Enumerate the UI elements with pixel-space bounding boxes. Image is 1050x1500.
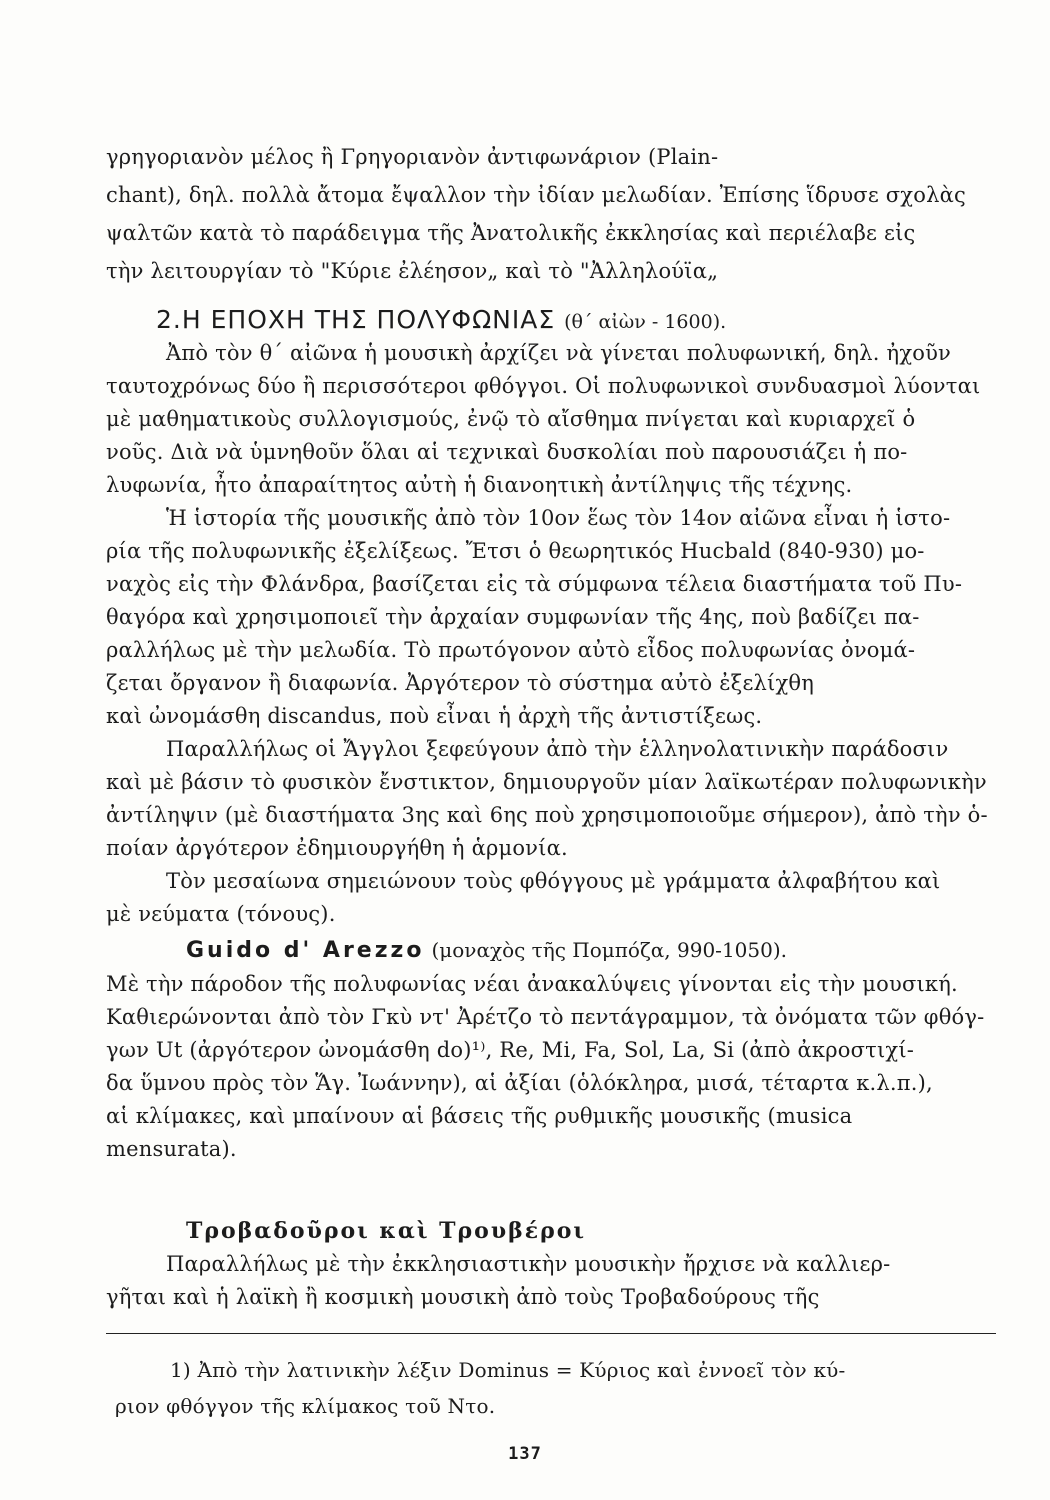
text-line: λυφωνία, ἦτο ἀπαραίτητος αὐτὴ ἡ διανοητικὴ ἀντίληψις τῆς τέχνης. [106, 473, 853, 497]
footnote [115, 1352, 1000, 1424]
text-line: ταυτοχρόνως δύο ἢ περισσότεροι φθόγγοι. Οἱ πολυφωνικοὶ συνδυασμοὶ λύονται [106, 374, 981, 398]
text-line: μὲ μαθηματικοὺς συλλογισμούς, ἐνῷ τὸ αἴσθημα πνίγεται καὶ κυριαρχεῖ ὁ [106, 407, 916, 431]
page-number: 137 [508, 1444, 542, 1464]
page-body [106, 138, 986, 1314]
text-line: γρηγοριανὸν μέλος ἢ Γρηγοριανὸν ἀντιφωνάριον (Plain- [106, 145, 719, 169]
text-line: ναχὸς εἰς τὴν Φλάνδρα, βασίζεται εἰς τὰ σύμφωνα τέλεια διαστήματα τοῦ Πυ- [106, 572, 963, 596]
text-line: ψαλτῶν κατὰ τὸ παράδειγμα τῆς Ἀνατολικῆς ἐκκλησίας καὶ περιέλαβε εἰς [106, 221, 916, 245]
text-line: γων Ut (ἀργότερον ὠνομάσθη do)¹⁾, Re, Mi, Fa, Sol, La, Si (ἀπὸ ἀκροστιχί- [106, 1038, 915, 1062]
paragraph-polyphony-intro [106, 337, 986, 502]
text-line: νοῦς. Διὰ νὰ ὑμνηθοῦν ὅλαι αἱ τεχνικαὶ δυσκολίαι ποὺ παρουσιάζει ἡ πο- [106, 440, 908, 464]
section-heading-title: 2.Η ΕΠΟΧΗ ΤΗΣ ΠΟΛΥΦΩΝΙΑΣ [156, 305, 556, 334]
section-heading [156, 302, 986, 337]
paragraph-notation [106, 865, 986, 931]
paragraph-history [106, 502, 986, 733]
paragraph-troubadours [106, 1248, 986, 1314]
troubadours-heading: Τροβαδοῦροι καὶ Τρουβέροι [186, 1218, 587, 1244]
text-line: mensurata). [106, 1137, 237, 1161]
text-line: αἱ κλίμακες, καὶ μπαίνουν αἱ βάσεις τῆς ρυθμικῆς μουσικῆς (musica [106, 1104, 853, 1128]
text-line: ρία τῆς πολυφωνικῆς ἐξελίξεως. Ἔτσι ὁ θεωρητικός Hucbald (840-930) μο- [106, 539, 925, 563]
text-line: δα ὕμνου πρὸς τὸν Ἅγ. Ἰωάννην), αἱ ἀξίαι (ὁλόκληρα, μισά, τέταρτα κ.λ.π.), [106, 1071, 933, 1095]
text-line: ποίαν ἀργότερον ἐδημιουργήθη ἡ ἁρμονία. [106, 836, 568, 860]
guido-heading [186, 933, 986, 968]
text-line: καὶ ὠνομάσθη discandus, ποὺ εἶναι ἡ ἀρχὴ τῆς ἀντιστίξεως. [106, 704, 763, 728]
guido-name: Guido d' Arezzo [186, 938, 425, 963]
text-line: ἀντίληψιν (μὲ διαστήματα 3ης καὶ 6ης ποὺ χρησιμοποιοῦμε σήμερον), ἀπὸ τὴν ὁ- [106, 803, 988, 827]
section-heading-period: (θ´ αἰὼν - 1600). [564, 311, 727, 333]
text-line: τὴν λειτουργίαν τὸ "Κύριε ἐλέησον„ καὶ τὸ "Ἀλληλούϊα„ [106, 259, 719, 283]
footnote-divider [106, 1333, 996, 1334]
text-line: Ἀπὸ τὸν θ´ αἰῶνα ἡ μουσικὴ ἀρχίζει νὰ γίνεται πολυφωνική, δηλ. ἠχοῦν [166, 341, 952, 365]
text-line: μὲ νεύματα (τόνους). [106, 902, 336, 926]
intro-paragraph [106, 138, 986, 290]
text-line: Μὲ τὴν πάροδον τῆς πολυφωνίας νέαι ἀνακαλύψεις γίνονται εἰς τὴν μουσική. [106, 972, 958, 996]
text-line: θαγόρα καὶ χρησιμοποιεῖ τὴν ἀρχαίαν συμφωνίαν τῆς 4ης, ποὺ βαδίζει πα- [106, 605, 920, 629]
footnote-line: 1) Ἀπὸ τὴν λατινικὴν λέξιν Dominus = Κύριος καὶ ἐννοεῖ τὸν κύ- [170, 1358, 846, 1382]
guido-detail: (μοναχὸς τῆς Πομπόζα, 990-1050). [431, 938, 787, 962]
text-line: Τὸν μεσαίωνα σημειώνουν τοὺς φθόγγους μὲ γράμματα ἀλφαβήτου καὶ [166, 869, 941, 893]
text-line: chant), δηλ. πολλὰ ἄτομα ἔψαλλον τὴν ἰδίαν μελωδίαν. Ἐπίσης ἵδρυσε σχολὰς [106, 183, 966, 207]
text-line: Ἡ ἱστορία τῆς μουσικῆς ἀπὸ τὸν 10ον ἕως τὸν 14ον αἰῶνα εἶναι ἡ ἱστο- [166, 506, 951, 530]
text-line: Καθιερώνονται ἀπὸ τὸν Γκὺ ντ' Ἀρέτζο τὸ πεντάγραμμον, τὰ ὀνόματα τῶν φθόγ- [106, 1005, 985, 1029]
paragraph-guido [106, 968, 986, 1166]
text-line: ραλλήλως μὲ τὴν μελωδία. Τὸ πρωτόγονον αὐτὸ εἶδος πολυφωνίας ὀνομά- [106, 638, 916, 662]
text-line: ζεται ὄργανον ἢ διαφωνία. Ἀργότερον τὸ σύστημα αὐτὸ ἐξελίχθη [106, 671, 815, 695]
text-line: γῆται καὶ ἡ λαϊκὴ ἢ κοσμικὴ μουσικὴ ἀπὸ τοὺς Τροβαδούρους τῆς [106, 1285, 820, 1309]
text-line: καὶ μὲ βάσιν τὸ φυσικὸν ἔνστικτον, δημιουργοῦν μίαν λαϊκωτέραν πολυφωνικὴν [106, 770, 987, 794]
paragraph-english [106, 733, 986, 865]
footnote-line: ριον φθόγγον τῆς κλίμακος τοῦ Ντο. [115, 1394, 496, 1418]
text-line: Παραλλήλως μὲ τὴν ἐκκλησιαστικὴν μουσικὴν ἤρχισε νὰ καλλιερ- [166, 1252, 891, 1276]
text-line: Παραλλήλως οἱ Ἄγγλοι ξεφεύγουν ἀπὸ τὴν ἑλληνολατινικὴν παράδοσιν [166, 737, 949, 761]
